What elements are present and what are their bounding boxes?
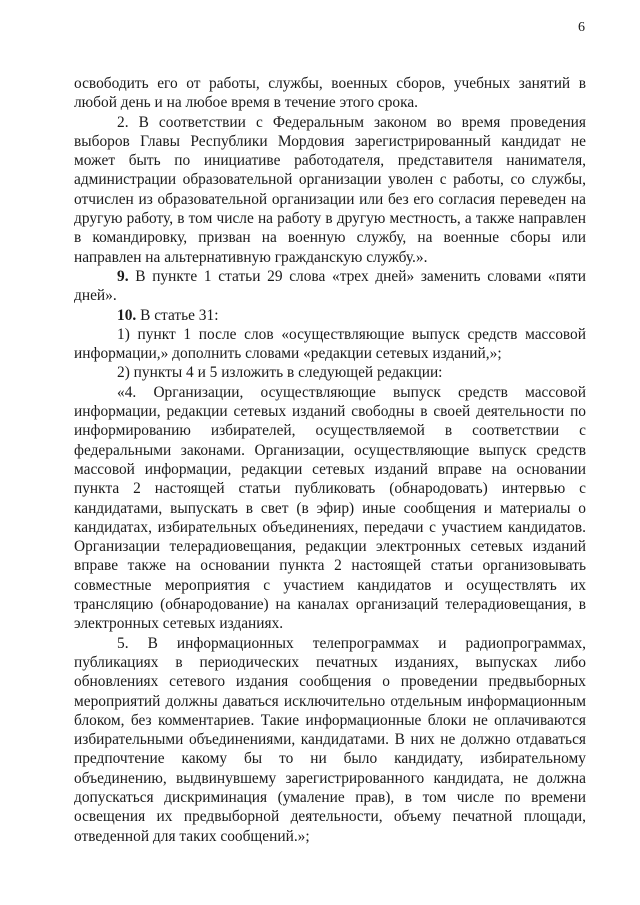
paragraph-text: 2) пункты 4 и 5 изложить в следующей редакции: bbox=[117, 364, 443, 382]
item-number: 10. bbox=[117, 306, 137, 324]
paragraph-subitem-1 bbox=[74, 325, 586, 364]
paragraph-text: В статье 31: bbox=[136, 306, 219, 324]
paragraph-clause-2 bbox=[74, 113, 586, 267]
paragraph-text: «4. Организации, осуществляющие выпуск средств массовой информации, редакции сетевых изданий свободны в своей деятельности по информированию избирателей, осуществляемой в соответствии с федеральными законами. Организации, осуществляющие выпуск средств массовой информации, редакции сетевых изданий вправе на основании пункта 2 настоящей статьи публиковать (обнародовать) интервью с кандидатами, выпускать в свет (в эфир) иные сообщения и материалы о кандидатах, избирательных объединениях, передачи с участием кандидатов. Организации телерадиовещания, редакции электронных сетевых изданий вправе также на основании пункта 2 настоящей статьи организовывать совместные мероприятия с участием кандидатов и осуществлять их трансляцию (обнародование) на каналах организаций телерадиовещания, в электронных сетевых изданиях. bbox=[74, 383, 586, 633]
item-number: 9. bbox=[117, 267, 129, 285]
paragraph-text: 2. В соответствии с Федеральным законом во время проведения выборов Главы Республики Мордовия зарегистрированный кандидат не может быть по инициативе работодателя, представителя нанимателя, администрации образовательной организации уволен с работы, со службы, отчислен из образовательной организации или без его согласия переведен на другую работу, в том числе на работу в другую местность, а также направлен в командировку, призван на военную службу, на военные сборы или направлен на альтернативную гражданскую службу.». bbox=[74, 113, 586, 266]
paragraph-item-10 bbox=[74, 306, 586, 325]
paragraph-clause-4 bbox=[74, 383, 586, 634]
paragraph-item-9 bbox=[74, 267, 586, 306]
paragraph-subitem-2 bbox=[74, 363, 586, 382]
paragraph-clause-5 bbox=[74, 634, 586, 846]
page-number: 6 bbox=[578, 20, 585, 35]
paragraph-text: 1) пункт 1 после слов «осуществляющие выпуск средств массовой информации,» дополнить словами «редакции сетевых изданий,»; bbox=[74, 325, 586, 363]
paragraph-text: освободить его от работы, службы, военных сборов, учебных занятий в любой день и на любое время в течение этого срока. bbox=[74, 75, 586, 112]
paragraph-text: 5. В информационных телепрограммах и радиопрограммах, публикациях в периодических печатных изданиях, выпусках либо обновлениях сетевого издания сообщения о проведении предвыборных мероприятий должны даваться исключительно отдельным информационным блоком, без комментариев. Такие информационные блоки не оплачиваются избирательными объединениями, кандидатами. В них не должно отдаваться предпочтение какому бы то ни было кандидату, избирательному объединению, выдвинувшему зарегистрированного кандидата, не должна допускаться дискриминация (умаление прав), в том числе по времени освещения их предвыборной деятельности, объему печатной площади, отведенной для таких сообщений.»; bbox=[74, 634, 586, 845]
paragraph-text: В пункте 1 статьи 29 слова «трех дней» заменить словами «пяти дней». bbox=[74, 267, 586, 305]
paragraph-continuation bbox=[74, 74, 586, 113]
document-body bbox=[74, 74, 586, 846]
